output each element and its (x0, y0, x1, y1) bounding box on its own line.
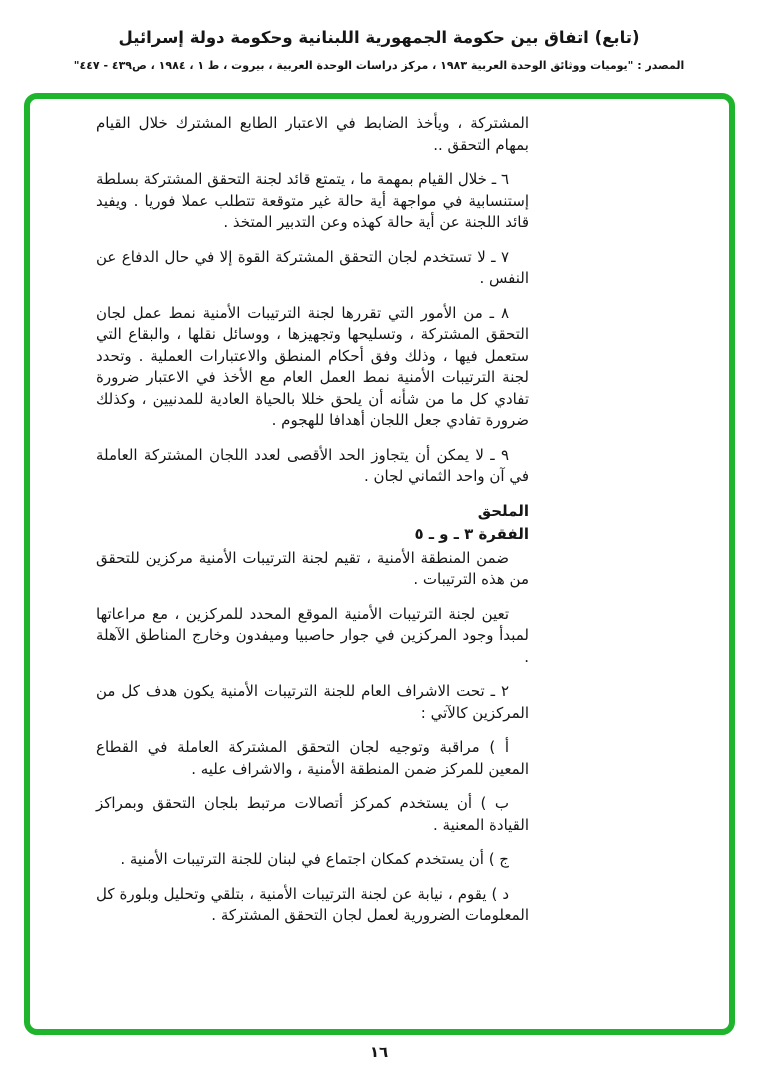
section-heading: الملحق (477, 501, 529, 520)
page-header (0, 26, 758, 73)
body-paragraph: المشتركة ، ويأخذ الضابط في الاعتبار الطابع المشترك خلال القيام بمهام التحقق .. (96, 114, 529, 154)
body-paragraph: د ) يقوم ، نيابة عن لجنة الترتيبات الأمنية ، بتلقي وتحليل وبلورة كل المعلومات الضرورية لعمل لجان التحقق المشتركة . (96, 884, 529, 924)
page-footer (0, 1042, 758, 1061)
body-paragraph: أ ) مراقبة وتوجيه لجان التحقق المشتركة العاملة في القطاع المعين للمركز ضمن المنطقة الأمنية ، والاشراف عليه . (96, 738, 529, 778)
body-paragraph: ٧ ـ لا تستخدم لجان التحقق المشتركة القوة إلا في حال الدفاع عن النفس . (96, 247, 529, 287)
section-heading: الفقرة ٣ ـ و ـ ٥ (414, 525, 529, 543)
body-paragraph: ٩ ـ لا يمكن أن يتجاوز الحد الأقصى لعدد اللجان المشتركة العاملة في آن واحد الثماني لجان . (96, 445, 529, 485)
body-paragraph: ب ) أن يستخدم كمركز أتصالات مرتبط بلجان التحقق وبمراكز القيادة المعنية . (96, 794, 529, 834)
body-paragraph: تعين لجنة الترتيبات الأمنية الموقع المحدد للمركزين ، مع مراعاتها لمبدأ وجود المركزين في جوار حاصبيا وميفدون وخارج المناطق الآهلة . (96, 604, 529, 666)
page-number: ١٦ (369, 1043, 389, 1061)
body-paragraph: ٦ ـ خلال القيام بمهمة ما ، يتمتع قائد لجنة التحقق المشتركة بسلطة إستنسابية في مواجهة أية حالة غير متوقعة تتطلب عملا فوريا . ويفيد قائد اللجنة عن أية حالة كهذه وعن التدبير المتخذ . (96, 170, 529, 231)
document-body (30, 99, 729, 1029)
document-title: (تابع) اتفاق بين حكومة الجمهورية اللبنانية وحكومة دولة إسرائيل (118, 28, 640, 47)
body-paragraph: ضمن المنطقة الأمنية ، تقيم لجنة الترتيبات الأمنية مركزين للتحقق من هذه الترتيبات . (96, 548, 529, 588)
body-paragraph: ٨ ـ من الأمور التي تقررها لجنة الترتيبات الأمنية نمط عمل لجان التحقق المشتركة ، وتسليحها وتجهيزها ، ووسائل نقلها ، والبقاع التي ستعمل فيها ، وذلك وفق أحكام المنطق والاعتبارات العملية . وتحدد لجنة الترتيبات الأمنية نمط العمل العام مع الأخذ في الاعتبار ضرورة تفادي كل ما من شأنه أن يلحق خللا بالحياة العادية للمدنيين ، وكذلك ضرورة تفادي جعل اللجان أهدافا للهجوم . (96, 303, 529, 429)
body-paragraph: ج ) أن يستخدم كمكان اجتماع في لبنان للجنة الترتيبات الأمنية . (120, 850, 509, 868)
body-paragraph: ٢ ـ تحت الاشراف العام للجنة الترتيبات الأمنية يكون هدف كل من المركزين كالآتي : (96, 682, 529, 722)
source-citation: المصدر : "يوميات ووثائق الوحدة العربية ١٩٨٣ ، مركز دراسات الوحدة العربية ، بيروت ، ط ١ ، ١٩٨٤ ، ص٤٣٩ - ٤٤٧" (73, 59, 685, 73)
green-content-frame (24, 93, 735, 1035)
